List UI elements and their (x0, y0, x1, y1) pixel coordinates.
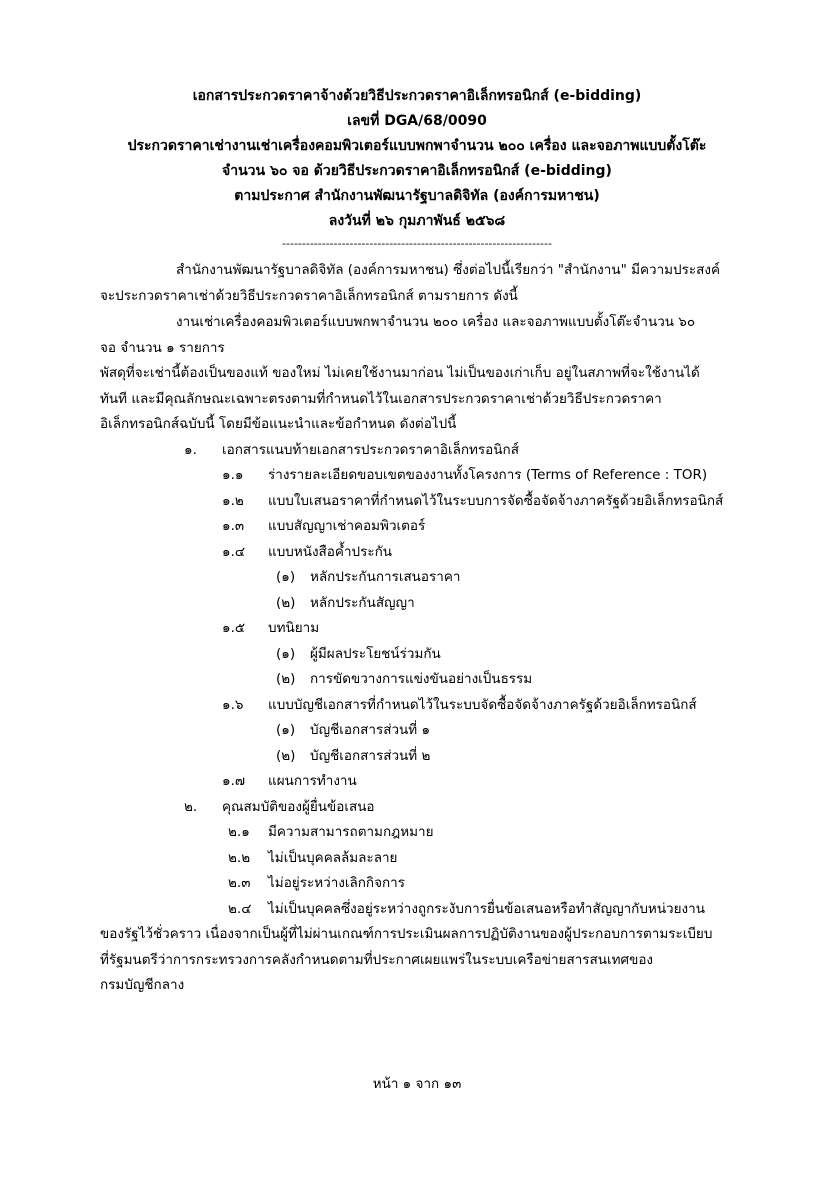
subitem-label: หลักประกันการเสนอราคา (310, 569, 461, 585)
intro-p2-line1: งานเช่าเครื่องคอมพิวเตอร์แบบพกพาจำนวน ๒๐๐ เครื่อง และจอภาพแบบตั้งโต๊ะจำนวน ๖๐ (176, 314, 696, 330)
subitem-label: ผู้มีผลประโยชน์ร่วมกัน (310, 646, 441, 662)
item-number: ๒.๓ (228, 875, 251, 891)
item-label: บทนิยาม (268, 620, 320, 636)
intro-p1-line2: จะประกวดราคาเช่าด้วยวิธีประกวดราคาอิเล็กทรอนิกส์ ตามรายการ ดังนี้ (100, 288, 518, 304)
item-number: ๑.๔ (222, 544, 246, 560)
intro-p3-line1: พัสดุที่จะเช่านี้ต้องเป็นของแท้ ของใหม่ ไม่เคยใช้งานมาก่อน ไม่เป็นของเก่าเก็บ อยู่ในสภาพที่จะใช้งานได้ (100, 365, 700, 381)
subitem-label: บัญชีเอกสารส่วนที่ ๑ (310, 722, 431, 738)
item-label: แบบหนังสือค้ำประกัน (268, 544, 392, 560)
item-label: แบบใบเสนอราคาที่กำหนดไว้ในระบบการจัดซื้อจัดจ้างภาครัฐด้วยอิเล็กทรอนิกส์ (268, 493, 724, 509)
subitem-number: (๑) (276, 646, 296, 662)
item-label: ไม่อยู่ระหว่างเลิกกิจการ (268, 875, 406, 891)
section-1-title: เอกสารแนบท้ายเอกสารประกวดราคาอิเล็กทรอนิกส์ (222, 442, 519, 458)
doc-number: เลขที่ DGA/68/0090 (347, 113, 487, 129)
subitem-number: (๑) (276, 722, 296, 738)
item-number: ๑.๗ (222, 773, 246, 789)
section-1-number: ๑. (184, 442, 197, 458)
item-label: แผนการทำงาน (268, 773, 357, 789)
intro-p3-line3: อิเล็กทรอนิกส์ฉบับนี้ โดยมีข้อแนะนำและข้อกำหนด ดังต่อไปนี้ (100, 416, 457, 432)
subitem-label: การขัดขวางการแข่งขันอย่างเป็นธรรม (310, 671, 533, 687)
intro-p1-line1: สำนักงานพัฒนารัฐบาลดิจิทัล (องค์การมหาชน) ซึ่งต่อไปนี้เรียกว่า "สำนักงาน" มีความประสงค์ (176, 262, 720, 278)
subitem-number: (๒) (276, 595, 296, 611)
item-number: ๑.๓ (222, 518, 245, 534)
item-number: ๑.๕ (222, 620, 246, 636)
item-label-cont: กรมบัญชีกลาง (100, 977, 185, 993)
item-label: ไม่เป็นบุคคลซึ่งอยู่ระหว่างถูกระงับการยื่นข้อเสนอหรือทำสัญญากับหน่วยงาน (268, 901, 705, 917)
subitem-number: (๑) (276, 569, 296, 585)
item-label-cont: ที่รัฐมนตรีว่าการกระทรวงการคลังกำหนดตามที่ประกาศเผยแพร่ในระบบเครือข่ายสารสนเทศของ (100, 952, 654, 968)
item-number: ๑.๒ (222, 493, 244, 509)
intro-p3-line2: ทันที และมีคุณลักษณะเฉพาะตรงตามที่กำหนดไว้ในเอกสารประกวดราคาเช่าด้วยวิธีประกวดราคา (100, 391, 662, 407)
item-label: แบบสัญญาเช่าคอมพิวเตอร์ (268, 518, 426, 534)
subitem-label: หลักประกันสัญญา (310, 595, 415, 611)
subitem-label: บัญชีเอกสารส่วนที่ ๒ (310, 748, 431, 764)
section-2-number: ๒. (184, 799, 198, 815)
item-label: ร่างรายละเอียดขอบเขตของงานทั้งโครงการ (Terms of Reference : TOR) (268, 467, 708, 483)
doc-announcer: ตามประกาศ สำนักงานพัฒนารัฐบาลดิจิทัล (องค์การมหาชน) (234, 188, 600, 204)
item-number: ๒.๑ (228, 824, 250, 840)
header-divider: -------------------------------------------------------------------- (282, 237, 552, 250)
doc-subject-line2: จำนวน ๖๐ จอ ด้วยวิธีประกวดราคาอิเล็กทรอนิกส์ (e-bidding) (222, 163, 612, 179)
item-label-cont: ของรัฐไว้ชั่วคราว เนื่องจากเป็นผู้ที่ไม่ผ่านเกณฑ์การประเมินผลการปฏิบัติงานของผู้ประกอบการตามระเบียบ (100, 926, 713, 942)
item-number: ๑.๖ (222, 697, 244, 713)
doc-date: ลงวันที่ ๒๖ กุมภาพันธ์ ๒๕๖๘ (328, 213, 506, 229)
item-label: มีความสามารถตามกฎหมาย (268, 824, 434, 840)
page-number: หน้า ๑ จาก ๑๓ (372, 1076, 462, 1092)
section-2-title: คุณสมบัติของผู้ยื่นข้อเสนอ (222, 799, 375, 815)
item-label: แบบบัญชีเอกสารที่กำหนดไว้ในระบบจัดซื้อจัดจ้างภาครัฐด้วยอิเล็กทรอนิกส์ (268, 697, 697, 713)
doc-title: เอกสารประกวดราคาจ้างด้วยวิธีประกวดราคาอิเล็กทรอนิกส์ (e-bidding) (192, 88, 642, 104)
item-number: ๒.๔ (228, 901, 252, 917)
subitem-number: (๒) (276, 748, 296, 764)
doc-subject-line1: ประกวดราคาเช่างานเช่าเครื่องคอมพิวเตอร์แบบพกพาจำนวน ๒๐๐ เครื่อง และจอภาพแบบตั้งโต๊ะ (127, 138, 707, 154)
intro-p2-line2: จอ จำนวน ๑ รายการ (100, 340, 225, 356)
item-label: ไม่เป็นบุคคลล้มละลาย (268, 850, 398, 866)
subitem-number: (๒) (276, 671, 296, 687)
item-number: ๑.๑ (222, 467, 244, 483)
item-number: ๒.๒ (228, 850, 251, 866)
